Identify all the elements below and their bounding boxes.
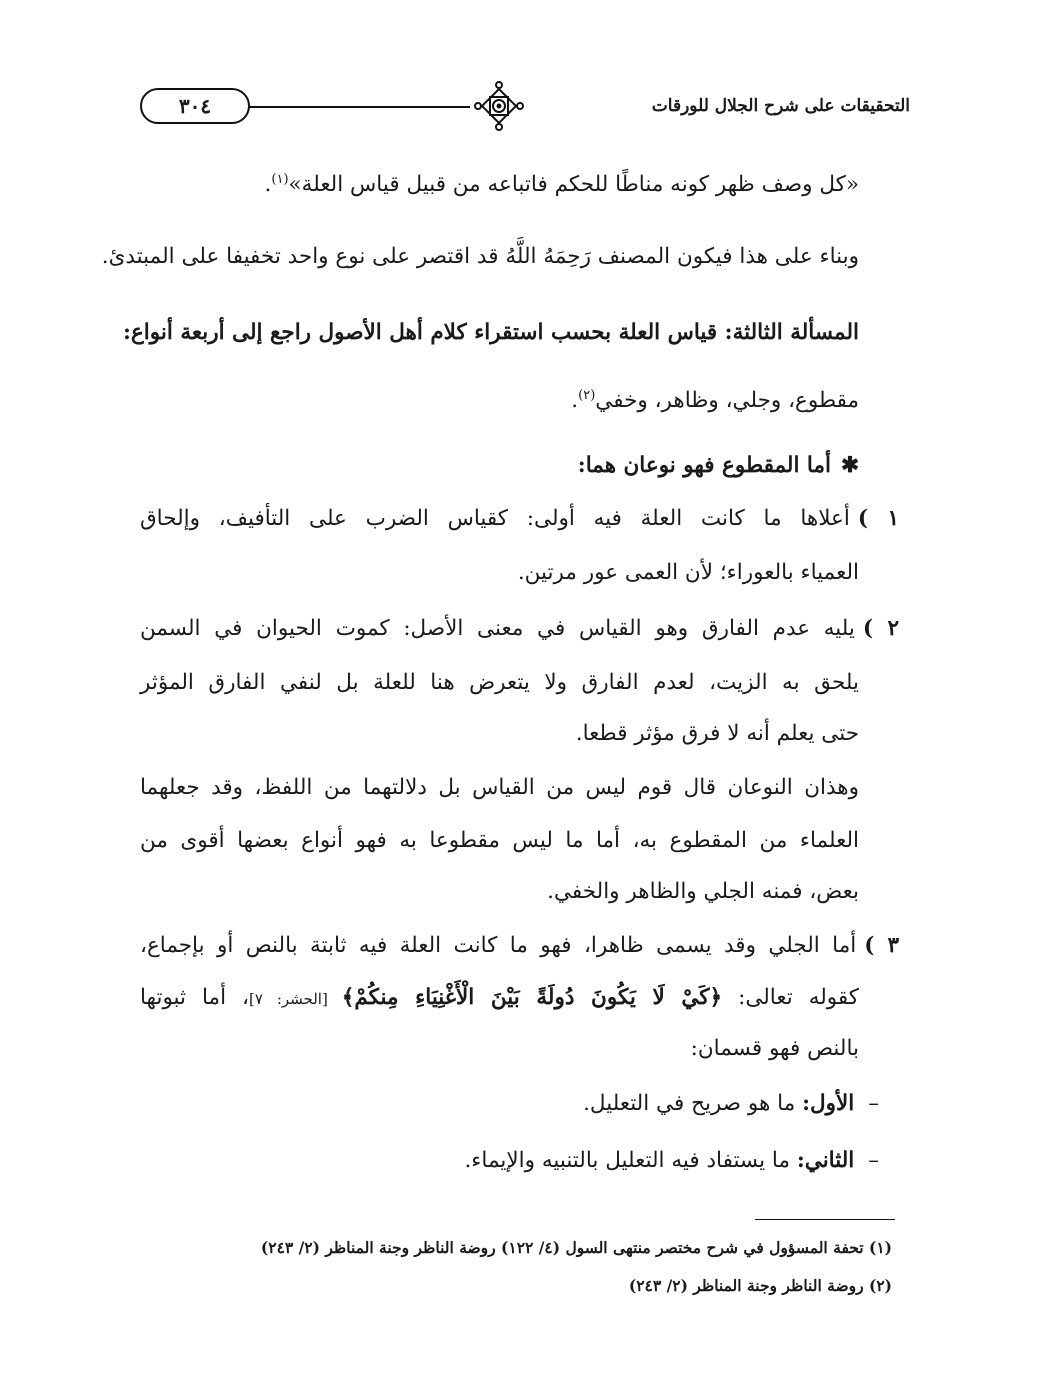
paragraph-line-1 <box>140 777 859 799</box>
book-title: التحقيقات على شرح الجلال للورقات <box>651 96 910 116</box>
item-2-line-3 <box>576 723 859 745</box>
item-2-line-1 <box>140 618 899 640</box>
text-run: يلحق به الزيت، لعدم الفارق ولا يتعرض هنا للعلة بل لنفي الفارق المؤثر <box>140 670 859 695</box>
item-1-line-2 <box>518 562 859 584</box>
paragraph-line-3 <box>547 881 859 903</box>
footnote-2: (٢) روضة الناظر وجنة المناظر (٢/ ٢٤٣) <box>628 1276 892 1295</box>
text-run: . <box>571 388 579 414</box>
item-2-text <box>140 616 855 641</box>
text-run: حتى يعلم أنه لا فرق مؤثر قطعا. <box>575 721 859 746</box>
item-number-1: ١ ) <box>857 506 899 531</box>
text-line-1 <box>265 173 859 196</box>
text-run: أما الجلي وقد يسمى ظاهرا، فهو ما كانت العلة فيه ثابتة بالنص أو بإجماع، <box>140 933 857 958</box>
text-run: وهذان النوعان قال قوم ليس من القياس بل دلالتهما من اللفظ، وقد جعلهما <box>140 775 859 800</box>
item-number-3: ٣ ) <box>864 933 899 958</box>
text-line-2 <box>102 246 859 268</box>
item-3-line-2 <box>140 987 859 1009</box>
text-run: وبناء على هذا فيكون المصنف رَحِمَهُ اللَّهُ قد اقتصر على نوع واحد تخفيفا على المبتدئ. <box>101 244 859 269</box>
footnote-1: (١) تحفة المسؤول في شرح مختصر منتهى السول (٤/ ١٢٢) روضة الناظر وجنة المناظر (٢/ ٢٤٣) <box>260 1238 892 1257</box>
text-run: ما يستفاد فيه التعليل بالتنبيه والإيماء. <box>464 1148 797 1173</box>
text-run: مقطوع، وجلي، وظاهر، وخفي <box>595 388 859 414</box>
text-run: العمياء بالعوراء؛ لأن العمى عور مرتين. <box>517 560 859 585</box>
text-run: [الحشر: ٧] <box>248 990 342 1008</box>
text-run: «كل وصف ظهر كونه مناطًا للحكم فاتباعه من قبيل قياس العلة» <box>288 172 859 198</box>
text-line-4 <box>571 389 859 412</box>
text-run: يليه عدم الفارق وهو القياس في معنى الأصل: كموت الحيوان في السمن <box>140 616 855 641</box>
text-run: بعض، فمنه الجلي والظاهر والخفي. <box>547 879 859 904</box>
text-run: أعلاها ما كانت العلة فيه أولى: كقياس الضرب على التأفيف، وإلحاق <box>140 506 850 531</box>
header-rule <box>248 106 470 108</box>
page-number-text: ٣٠٤ <box>178 94 212 118</box>
division-first <box>583 1093 879 1115</box>
footnote-ref: (٢) <box>578 388 596 403</box>
division-second-text <box>464 1148 854 1173</box>
page-number <box>140 88 250 124</box>
dash-marker: – <box>868 1091 879 1116</box>
text-run: بالنص فهو قسمان: <box>690 1036 859 1061</box>
subheading-maqtu <box>578 455 859 477</box>
running-header <box>140 78 910 134</box>
text-run: الأول: <box>802 1091 855 1116</box>
subheading-text <box>578 453 831 478</box>
text-run: . <box>264 172 272 198</box>
item-1-text <box>140 506 850 531</box>
text-run: كقوله تعالى: <box>722 985 859 1010</box>
item-3-line-3 <box>691 1038 859 1060</box>
ornament-icon <box>473 80 525 132</box>
text-run: أما المقطوع فهو نوعان هما: <box>577 453 831 478</box>
item-3-line-1 <box>140 935 899 957</box>
paragraph-line-2 <box>140 830 859 852</box>
section-heading <box>123 322 859 344</box>
division-second <box>464 1150 879 1172</box>
item-3-text <box>140 933 856 958</box>
bullet-icon: ✱ <box>840 453 859 478</box>
dash-marker: – <box>868 1148 879 1173</box>
footnote-separator <box>755 1219 895 1220</box>
item-1-line-1 <box>140 508 899 530</box>
text-run: ﴿كَيْ لَا يَكُونَ دُولَةً بَيْنَ الْأَغْنِيَاءِ مِنكُمْ﴾ <box>341 985 723 1010</box>
item-2-line-2 <box>140 672 859 694</box>
text-run: ، أما ثبوتها <box>140 985 249 1010</box>
text-run: العلماء من المقطوع به، أما ما ليس مقطوعا به فهو أنواع بعضها أقوى من <box>140 828 859 853</box>
footnote-ref: (١) <box>271 172 289 187</box>
text-run: ما هو صريح في التعليل. <box>583 1091 803 1116</box>
division-first-text <box>583 1091 854 1116</box>
item-number-2: ٢ ) <box>862 616 899 641</box>
text-run: الثاني: <box>796 1148 855 1173</box>
text-run: المسألة الثالثة: قياس العلة بحسب استقراء كلام أهل الأصول راجع إلى أربعة أنواع: <box>123 320 859 345</box>
